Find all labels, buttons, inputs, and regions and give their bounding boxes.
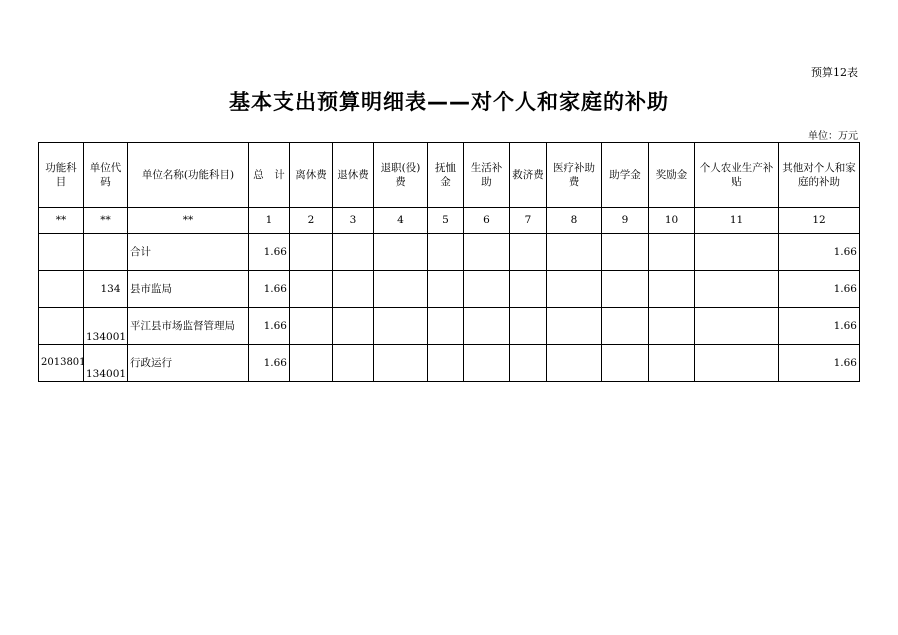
unit-name-cell: 县市监局 [128, 271, 249, 308]
col-header-unit-name: 单位名称(功能科目) [128, 143, 249, 208]
func-code-cell [39, 308, 84, 345]
index-cell: ** [39, 208, 84, 234]
unit-label: 单位：万元 [808, 131, 858, 142]
col-header-medical-subsidy: 医疗补助费 [547, 143, 602, 208]
unit-name-cell: 合计 [128, 234, 249, 271]
col-header-agri-subsidy: 个人农业生产补贴 [695, 143, 779, 208]
unit-code-cell: 134001 [84, 308, 128, 345]
col-header-retirement-tuixiu: 退休费 [333, 143, 374, 208]
total-cell: 1.66 [249, 271, 290, 308]
unit-code-cell: 134 [84, 271, 128, 308]
form-number: 预算12表 [811, 66, 858, 79]
table-row-total [39, 234, 860, 271]
col-header-retirement-lixiu: 离休费 [290, 143, 333, 208]
index-cell: 6 [464, 208, 510, 234]
index-cell: 12 [779, 208, 860, 234]
index-row [39, 208, 860, 234]
col-header-unit-code: 单位代码 [84, 143, 128, 208]
other-subsidy-cell: 1.66 [779, 234, 860, 271]
col-header-living-subsidy: 生活补助 [464, 143, 510, 208]
other-subsidy-cell: 1.66 [779, 345, 860, 382]
index-cell: ** [84, 208, 128, 234]
index-cell: 2 [290, 208, 333, 234]
other-subsidy-cell: 1.66 [779, 271, 860, 308]
index-cell: 10 [649, 208, 695, 234]
col-header-other-subsidy: 其他对个人和家庭的补助 [779, 143, 860, 208]
total-cell: 1.66 [249, 308, 290, 345]
index-cell: 5 [428, 208, 464, 234]
table-row-agency [39, 308, 860, 345]
index-cell: 4 [374, 208, 428, 234]
unit-name-cell: 行政运行 [128, 345, 249, 382]
budget-table [38, 142, 860, 382]
index-cell: ** [128, 208, 249, 234]
index-cell: 11 [695, 208, 779, 234]
func-code-cell [39, 234, 84, 271]
func-code-cell: 2013801 [39, 345, 84, 382]
unit-code-cell: 134001 [84, 345, 128, 382]
col-header-pension: 抚恤金 [428, 143, 464, 208]
header-row [39, 143, 860, 208]
col-header-total: 总 计 [249, 143, 290, 208]
col-header-func-code: 功能科目 [39, 143, 84, 208]
index-cell: 9 [602, 208, 649, 234]
total-cell: 1.66 [249, 234, 290, 271]
unit-name-cell: 平江县市场监督管理局 [128, 308, 249, 345]
page-title: 基本支出预算明细表——对个人和家庭的补助 [229, 90, 669, 114]
col-header-scholarship: 助学金 [602, 143, 649, 208]
index-cell: 3 [333, 208, 374, 234]
index-cell: 7 [510, 208, 547, 234]
unit-code-cell [84, 234, 128, 271]
index-cell: 1 [249, 208, 290, 234]
other-subsidy-cell: 1.66 [779, 308, 860, 345]
table-row-bureau [39, 271, 860, 308]
col-header-relief: 救济费 [510, 143, 547, 208]
col-header-reward: 奖励金 [649, 143, 695, 208]
index-cell: 8 [547, 208, 602, 234]
table-row-admin [39, 345, 860, 382]
col-header-resignation: 退职(役)费 [374, 143, 428, 208]
total-cell: 1.66 [249, 345, 290, 382]
func-code-cell [39, 271, 84, 308]
